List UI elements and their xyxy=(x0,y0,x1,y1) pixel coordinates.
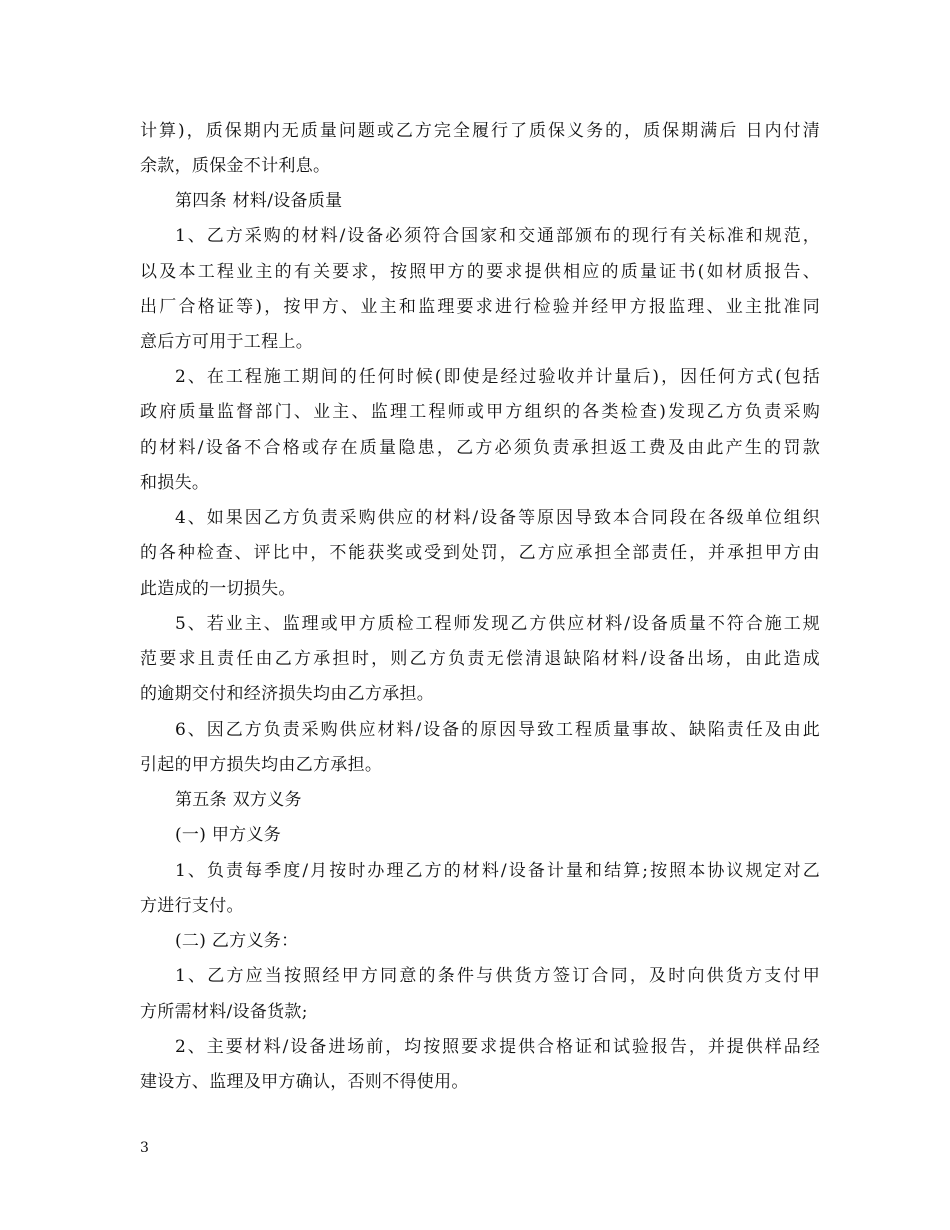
text-line: 1、负责每季度/月按时办理乙方的材料/设备计量和结算;按照本协议规定对乙 xyxy=(175,861,820,881)
section-heading: 第四条 材料/设备质量 xyxy=(175,191,343,211)
text-line: 1、乙方应当按照经甲方同意的条件与供货方签订合同，及时向供货方支付甲 xyxy=(175,966,820,986)
text-line: 引起的甲方损失均由乙方承担。 xyxy=(140,755,383,775)
subsection-heading: (一) 甲方义务 xyxy=(175,825,282,845)
section-heading: 第五条 双方义务 xyxy=(175,790,302,810)
text-line: 方进行支付。 xyxy=(140,896,244,916)
text-line: 计算)，质保期内无质量问题或乙方完全履行了质保义务的，质保期满后 日内付清 xyxy=(140,121,820,141)
page-number: 3 xyxy=(140,1140,149,1156)
text-line: 和损失。 xyxy=(140,473,210,493)
text-line: 此造成的一切损失。 xyxy=(140,579,296,599)
text-line: 以及本工程业主的有关要求，按照甲方的要求提供相应的质量证书(如材质报告、 xyxy=(140,262,820,282)
text-line: 的材料/设备不合格或存在质量隐患，乙方必须负责承担返工费及由此产生的罚款 xyxy=(140,438,820,458)
text-line: 6、因乙方负责采购供应材料/设备的原因导致工程质量事故、缺陷责任及由此 xyxy=(175,720,820,740)
text-line: 1、乙方采购的材料/设备必须符合国家和交通部颁布的现行有关标准和规范， xyxy=(175,226,820,246)
text-line: 意后方可用于工程上。 xyxy=(140,332,313,352)
subsection-heading: (二) 乙方义务： xyxy=(175,931,299,951)
text-line: 2、主要材料/设备进场前，均按照要求提供合格证和试验报告，并提供样品经 xyxy=(175,1037,820,1057)
text-line: 范要求且责任由乙方承担时，则乙方负责无偿清退缺陷材料/设备出场，由此造成 xyxy=(140,649,820,669)
text-line: 政府质量监督部门、业主、监理工程师或甲方组织的各类检查)发现乙方负责采购 xyxy=(140,402,820,422)
text-line: 5、若业主、监理或甲方质检工程师发现乙方供应材料/设备质量不符合施工规 xyxy=(175,614,820,634)
text-line: 建设方、监理及甲方确认，否则不得使用。 xyxy=(140,1072,469,1092)
text-line: 的各种检查、评比中，不能获奖或受到处罚，乙方应承担全部责任，并承担甲方由 xyxy=(140,543,820,563)
text-line: 的逾期交付和经济损失均由乙方承担。 xyxy=(140,684,435,704)
text-line: 2、在工程施工期间的任何时候(即使是经过验收并计量后)，因任何方式(包括 xyxy=(175,367,820,387)
text-line: 出厂合格证等)，按甲方、业主和监理要求进行检验并经甲方报监理、业主批准同 xyxy=(140,297,820,317)
text-line: 4、如果因乙方负责采购供应的材料/设备等原因导致本合同段在各级单位组织 xyxy=(175,508,820,528)
text-line: 方所需材料/设备货款; xyxy=(140,1002,308,1022)
text-line: 余款，质保金不计利息。 xyxy=(140,156,331,176)
